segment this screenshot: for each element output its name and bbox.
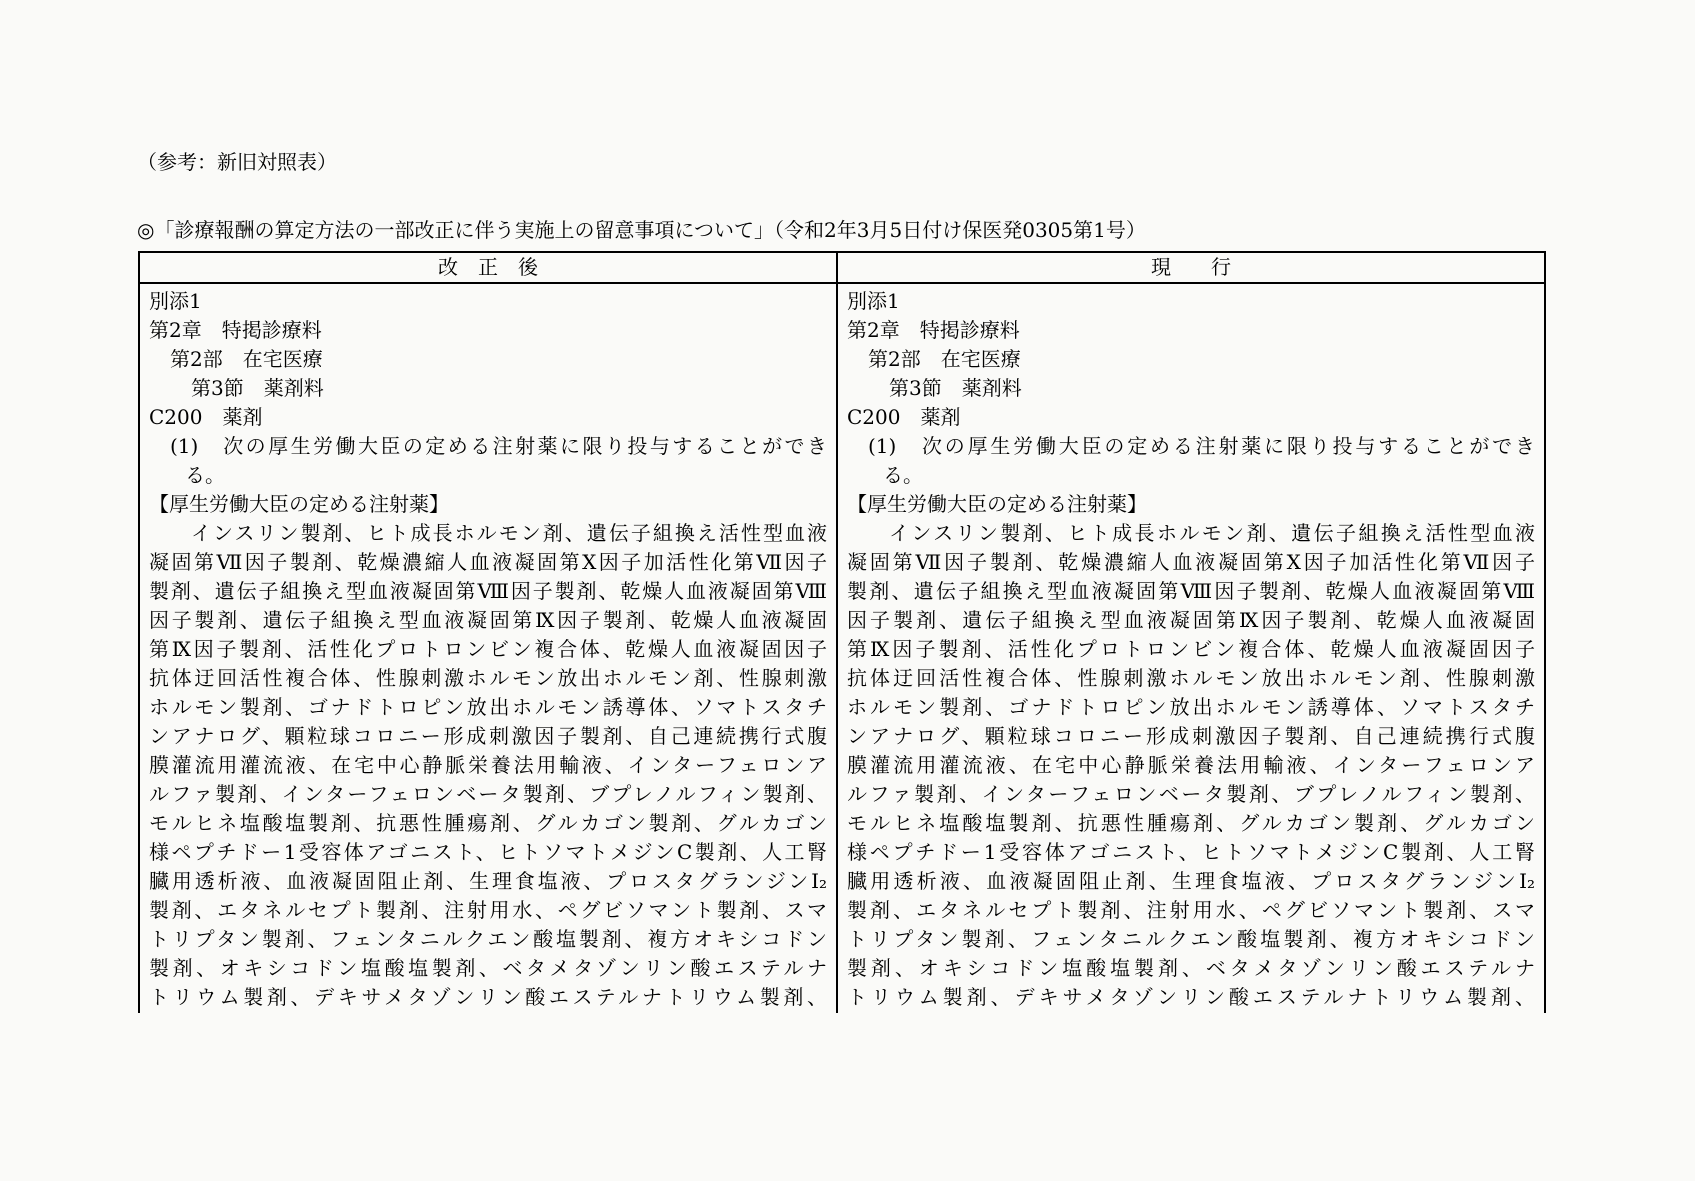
chapter-heading: 第2章 特掲診療料 xyxy=(847,318,1020,342)
item-code: C200 薬剤 xyxy=(149,405,263,429)
item-code: C200 薬剤 xyxy=(847,405,961,429)
current-column-header: 現 行 xyxy=(1151,255,1231,279)
table-body xyxy=(140,284,1544,1013)
attachment-label: 別添1 xyxy=(149,289,202,313)
drug-list-line: 臓用透析液、血液凝固阻止剤、生理食塩液、プロスタグランジンI₂ xyxy=(149,869,827,893)
part-heading: 第2部 在宅医療 xyxy=(868,347,1021,371)
drug-list-line: トリウム製剤、デキサメタゾンリン酸エステルナトリウム製剤、 xyxy=(847,985,1535,1009)
drug-list-line: 膜灌流用灌流液、在宅中心静脈栄養法用輸液、インターフェロンア xyxy=(149,753,827,777)
drug-list-line: 臓用透析液、血液凝固阻止剤、生理食塩液、プロスタグランジンI₂ xyxy=(847,869,1535,893)
revised-column xyxy=(140,284,838,1013)
clause-1-continuation: る。 xyxy=(185,463,225,487)
drug-list-line: 製剤、オキシコドン塩酸塩製剤、ベタメタゾンリン酸エステルナ xyxy=(847,956,1535,980)
drug-list-line: インスリン製剤、ヒト成長ホルモン剤、遺伝子組換え活性型血液 xyxy=(191,521,827,545)
drug-list-line: 因子製剤、遺伝子組換え型血液凝固第Ⅸ因子製剤、乾燥人血液凝固 xyxy=(847,608,1535,632)
part-heading: 第2部 在宅医療 xyxy=(170,347,323,371)
drug-list-line: ンアナログ、顆粒球コロニー形成刺激因子製剤、自己連続携行式腹 xyxy=(149,724,827,748)
drug-list-line: 第Ⅸ因子製剤、活性化プロトロンビン複合体、乾燥人血液凝固因子 xyxy=(847,637,1535,661)
drug-list-line: ンアナログ、顆粒球コロニー形成刺激因子製剤、自己連続携行式腹 xyxy=(847,724,1535,748)
drug-list-line: 製剤、エタネルセプト製剤、注射用水、ペグビソマント製剤、スマ xyxy=(847,898,1535,922)
clause-1-text: (1) 次の厚生労働大臣の定める注射薬に限り投与することができ xyxy=(868,434,1535,458)
revised-column-header: 改 正 後 xyxy=(140,253,838,282)
drug-list-line: モルヒネ塩酸塩製剤、抗悪性腫瘍剤、グルカゴン製剤、グルカゴン xyxy=(847,811,1535,835)
reference-note: （参考：新旧対照表） xyxy=(137,150,337,174)
drug-list-line: 因子製剤、遺伝子組換え型血液凝固第Ⅸ因子製剤、乾燥人血液凝固 xyxy=(149,608,827,632)
current-column xyxy=(838,284,1544,1013)
drug-list-line: 製剤、オキシコドン塩酸塩製剤、ベタメタゾンリン酸エステルナ xyxy=(149,956,827,980)
drug-list-line: 抗体迂回活性複合体、性腺刺激ホルモン放出ホルモン剤、性腺刺激 xyxy=(149,666,827,690)
section-heading: 第3節 薬剤料 xyxy=(889,376,1022,400)
drug-list-line: 第Ⅸ因子製剤、活性化プロトロンビン複合体、乾燥人血液凝固因子 xyxy=(149,637,827,661)
section-heading: 第3節 薬剤料 xyxy=(191,376,324,400)
drug-list-line: モルヒネ塩酸塩製剤、抗悪性腫瘍剤、グルカゴン製剤、グルカゴン xyxy=(149,811,827,835)
table-header-row xyxy=(140,253,1544,284)
drug-list-line: ルファ製剤、インターフェロンベータ製剤、ブプレノルフィン製剤、 xyxy=(847,782,1535,806)
drug-list-line: 抗体迂回活性複合体、性腺刺激ホルモン放出ホルモン剤、性腺刺激 xyxy=(847,666,1535,690)
clause-1-text: (1) 次の厚生労働大臣の定める注射薬に限り投与することができ xyxy=(170,434,827,458)
drug-list-line: 製剤、エタネルセプト製剤、注射用水、ペグビソマント製剤、スマ xyxy=(149,898,827,922)
drug-list-line: ホルモン製剤、ゴナドトロピン放出ホルモン誘導体、ソマトスタチ xyxy=(149,695,827,719)
designated-injectables-heading: 【厚生労働大臣の定める注射薬】 xyxy=(149,492,449,516)
drug-list-line: トリウム製剤、デキサメタゾンリン酸エステルナトリウム製剤、 xyxy=(149,985,827,1009)
comparison-table xyxy=(138,251,1546,1013)
drug-list-line: 膜灌流用灌流液、在宅中心静脈栄養法用輸液、インターフェロンア xyxy=(847,753,1535,777)
drug-list-line: 製剤、遺伝子組換え型血液凝固第Ⅷ因子製剤、乾燥人血液凝固第Ⅷ xyxy=(847,579,1535,603)
document-title: ◎「診療報酬の算定方法の一部改正に伴う実施上の留意事項について」（令和2年3月5日付け保医発0305第1号） xyxy=(137,218,1146,242)
chapter-heading: 第2章 特掲診療料 xyxy=(149,318,322,342)
designated-injectables-heading: 【厚生労働大臣の定める注射薬】 xyxy=(847,492,1147,516)
drug-list-line: 凝固第Ⅶ因子製剤、乾燥濃縮人血液凝固第Ⅹ因子加活性化第Ⅶ因子 xyxy=(149,550,827,574)
attachment-label: 別添1 xyxy=(847,289,900,313)
drug-list-line: 凝固第Ⅶ因子製剤、乾燥濃縮人血液凝固第Ⅹ因子加活性化第Ⅶ因子 xyxy=(847,550,1535,574)
clause-1-continuation: る。 xyxy=(883,463,923,487)
drug-list-line: 様ペプチドー1受容体アゴニスト、ヒトソマトメジンC製剤、人工腎 xyxy=(847,840,1535,864)
drug-list-line: トリプタン製剤、フェンタニルクエン酸塩製剤、複方オキシコドン xyxy=(847,927,1535,951)
drug-list-line: 様ペプチドー1受容体アゴニスト、ヒトソマトメジンC製剤、人工腎 xyxy=(149,840,827,864)
drug-list-line: インスリン製剤、ヒト成長ホルモン剤、遺伝子組換え活性型血液 xyxy=(889,521,1535,545)
drug-list-line: 製剤、遺伝子組換え型血液凝固第Ⅷ因子製剤、乾燥人血液凝固第Ⅷ xyxy=(149,579,827,603)
drug-list-line: トリプタン製剤、フェンタニルクエン酸塩製剤、複方オキシコドン xyxy=(149,927,827,951)
drug-list-line: ルファ製剤、インターフェロンベータ製剤、ブプレノルフィン製剤、 xyxy=(149,782,827,806)
drug-list-line: ホルモン製剤、ゴナドトロピン放出ホルモン誘導体、ソマトスタチ xyxy=(847,695,1535,719)
